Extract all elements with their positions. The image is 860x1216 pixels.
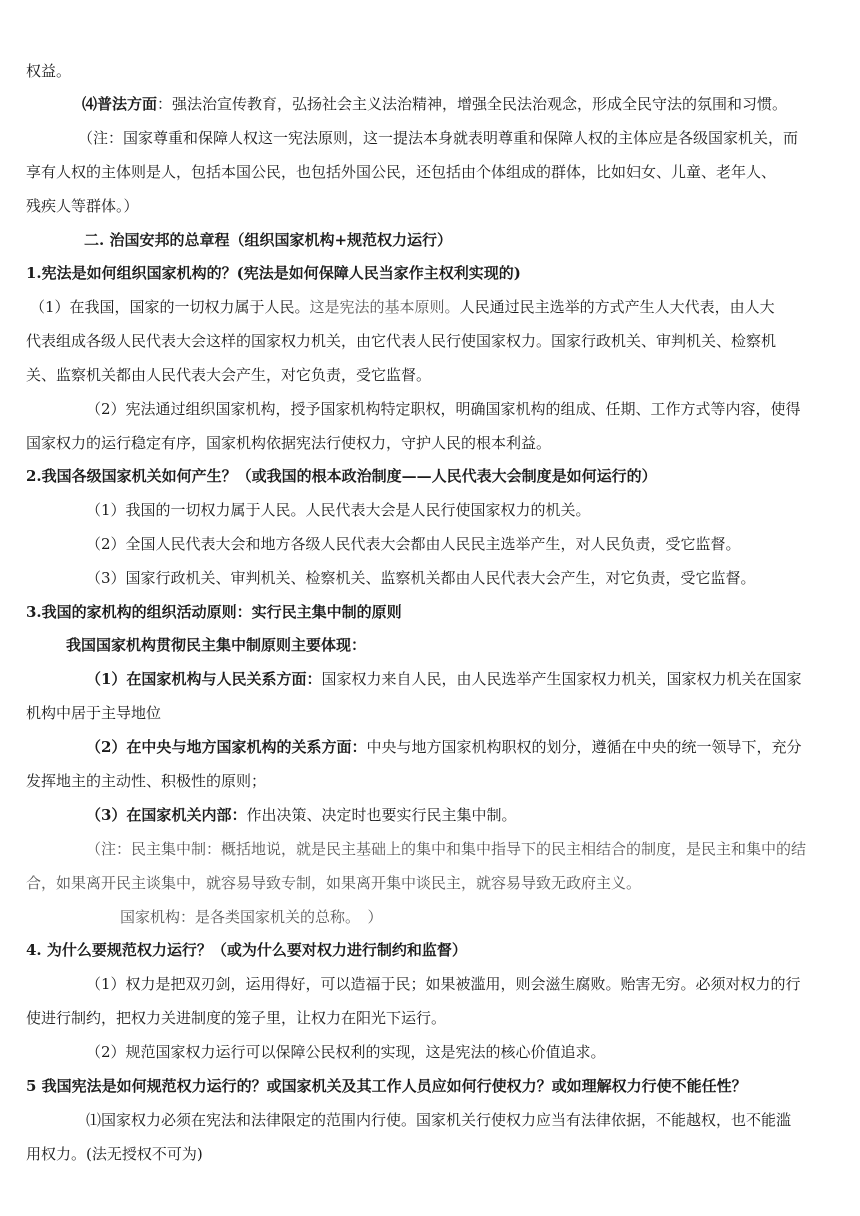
answer-line [26,668,814,690]
answer-line: 关、监察机关都由人民代表大会产生，对它负责，受它监督。 [26,366,432,384]
question-heading: 3.我国的家机构的组织活动原则：实行民主集中制的原则 [26,603,402,621]
text-span: （1）在我国，国家的一切权力属于人民。 [30,298,310,316]
answer-line: 机构中居于主导地位 [26,704,162,722]
answer-line: 用权力。(法无授权不可为) [26,1145,203,1163]
answer-line [26,804,814,826]
question-heading: 5 我国宪法是如何规范权力运行的？或国家机关及其工作人员应如何行使权力？或如理解权力行使不能任性？ [26,1077,747,1095]
text-span-gray: 这是宪法的基本原则。 [309,298,460,316]
note-line: 国家机构：是各类国家机关的总称。 ） [120,908,383,926]
answer-line: 发挥地主的主动性、积极性的原则； [26,772,267,790]
bold-lead: （1）在国家机构与人民关系方面： [86,670,322,688]
note-line: 合，如果离开民主谈集中，就容易导致专制，如果离开集中谈民主，就容易导致无政府主义。 [26,874,642,892]
sub-heading: 我国国家机构贯彻民主集中制原则主要体现： [66,636,367,654]
note-line: 享有人权的主体则是人，包括本国公民，也包括外国公民，还包括由个体组成的群体，比如妇女、儿童、老年人、 [26,163,777,181]
answer-line: （3）国家行政机关、审判机关、检察机关、监察机关都由人民代表大会产生，对它负责，受它监督。 [86,569,756,587]
bold-lead: （3）在国家机关内部： [86,806,247,824]
text-span: 人民通过民主选举的方式产生人大代表，由人大 [459,298,775,316]
note-line: 残疾人等群体。） [26,197,139,215]
paragraph [26,93,814,115]
answer-line: （2）规范国家权力运行可以保障公民权利的实现，这是宪法的核心价值追求。 [86,1043,606,1061]
question-heading: 4. 为什么要规范权力运行？（或为什么要对权力进行制约和监督） [26,941,467,959]
answer-line [26,736,814,758]
question-heading: 1.宪法是如何组织国家机构的？(宪法是如何保障人民当家作主权利实现的) [26,264,521,282]
answer-line: ⑴国家权力必须在宪法和法律限定的范围内行使。国家机关行使权力应当有法律依据，不能越权，也不能滥 [86,1111,792,1129]
answer-line: （1）我国的一切权力属于人民。人民代表大会是人民行使国家权力的机关。 [86,501,591,519]
text-line: 权益。 [26,62,72,80]
question-heading: 2.我国各级国家机关如何产生？（或我国的根本政治制度——人民代表大会制度是如何运行的） [26,467,657,485]
answer-line: （2）宪法通过组织国家机构，授予国家机构特定职权，明确国家机构的组成、任期、工作方式等内容，使得 [86,400,801,418]
answer-line: （2）全国人民代表大会和地方各级人民代表大会都由人民民主选举产生，对人民负责，受它监督。 [86,535,741,553]
note-line: （注：民主集中制：概括地说，就是民主基础上的集中和集中指导下的民主相结合的制度，是民主和集中的结 [86,840,807,858]
answer-line: （1）权力是把双刃剑，运用得好，可以造福于民；如果被滥用，则会滋生腐败。贻害无穷。必须对权力的行 [86,975,801,993]
section-heading: 二. 治国安邦的总章程（组织国家机构+规范权力运行） [84,231,453,249]
answer-line: 使进行制约，把权力关进制度的笼子里，让权力在阳光下运行。 [26,1009,447,1027]
text-span: ：强法治宣传教育，弘扬社会主义法治精神，增强全民法治观念，形成全民守法的氛围和习惯。 [157,95,788,113]
text-span: 中央与地方国家机构职权的划分，遵循在中央的统一领导下，充分 [366,738,802,756]
text-span: 作出决策、决定时也要实行民主集中制。 [246,806,517,824]
answer-line [26,296,814,318]
answer-line: 国家权力的运行稳定有序，国家机构依据宪法行使权力，守护人民的根本利益。 [26,434,552,452]
text-span: 国家权力来自人民，由人民选举产生国家权力机关，国家权力机关在国家 [321,670,802,688]
bold-lead: （2）在中央与地方国家机构的关系方面： [86,738,367,756]
bold-lead: ⑷普法方面 [82,95,158,113]
note-line: （注：国家尊重和保障人权这一宪法原则，这一提法本身就表明尊重和保障人权的主体应是各级国家机关，而 [78,129,799,147]
answer-line: 代表组成各级人民代表大会这样的国家权力机关，由它代表人民行使国家权力。国家行政机关、审判机关、检察机 [26,332,777,350]
